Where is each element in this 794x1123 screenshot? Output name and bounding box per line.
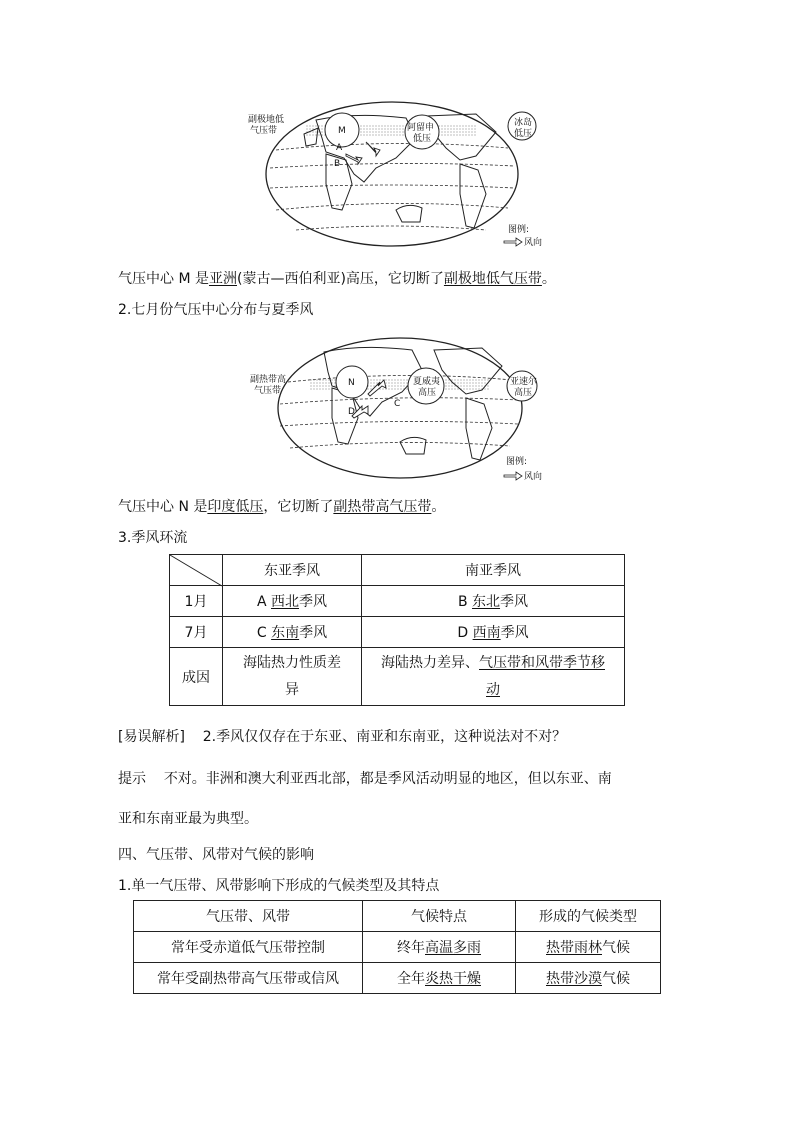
subheading-4-1: 1.单一气压带、风带影响下形成的气候类型及其特点 (118, 878, 440, 894)
world-map-july (250, 334, 542, 484)
text-line-2: 气压中心 N 是印度低压，它切断了副热带高气压带。 (118, 499, 446, 515)
point-c: C (394, 399, 401, 409)
hawaii-label-1: 夏威夷 (413, 377, 441, 387)
header-south-asia: 南亚季风 (362, 555, 625, 586)
world-map-january (246, 98, 543, 250)
section-heading-4: 四、气压带、风带对气候的影响 (118, 847, 314, 863)
row-head-jan: 1月 (170, 586, 223, 617)
cell-type: 热带沙漠气候 (516, 963, 661, 994)
map2-legend-title: 图例: (506, 457, 528, 467)
map2-left-label-2: 气压带 (254, 386, 282, 396)
monsoon-table (169, 554, 625, 706)
cell-belt: 常年受副热带高气压带或信风 (134, 963, 363, 994)
azores-label-2: 高压 (514, 388, 533, 398)
wind-arrows (346, 142, 380, 164)
climate-header-belt: 气压带、风带 (134, 901, 363, 932)
diagonal-header-cell (170, 555, 223, 586)
hawaii-label-2: 高压 (418, 388, 437, 398)
map1-left-label-2: 气压带 (250, 126, 278, 136)
cell-feature: 终年高温多雨 (363, 932, 516, 963)
heading-july: 2.七月份气压中心分布与夏季风 (118, 302, 314, 318)
cell-jul-south: D 西南季风 (362, 617, 625, 648)
climate-header-feature: 气候特点 (363, 901, 516, 932)
iceland-label-2: 低压 (514, 129, 533, 139)
table-row (134, 963, 661, 994)
label-n: N (348, 378, 355, 388)
aleutian-label-1: 阿留申 (407, 123, 435, 133)
row-head-cause: 成因 (170, 648, 223, 706)
cell-cause-east: 海陆热力性质差 异 (223, 648, 362, 706)
wind-legend-arrow-icon (504, 238, 522, 246)
mistake-tag: [易误解析] (118, 729, 185, 745)
diagonal-line (170, 555, 222, 586)
map2-left-label-1: 副热带高 (250, 375, 287, 385)
continents (324, 347, 502, 460)
climate-table (133, 900, 661, 994)
mistake-question: 2.季风仅仅存在于东亚、南亚和东南亚，这种说法对不对？ (202, 729, 567, 745)
aleutian-label-2: 低压 (413, 134, 432, 144)
cell-jan-south: B 东北季风 (362, 586, 625, 617)
table-row (170, 617, 625, 648)
map1-legend-title: 图例: (508, 225, 530, 235)
cell-jul-east: C 东南季风 (223, 617, 362, 648)
map1-left-label-1: 副极地低 (248, 115, 285, 125)
cell-jan-east: A 西北季风 (223, 586, 362, 617)
table-row (170, 648, 625, 706)
mistake-answer-line-2: 亚和东南亚最为典型。 (118, 811, 258, 827)
map-outline (266, 102, 518, 246)
table-row (134, 932, 661, 963)
header-east-asia: 东亚季风 (223, 555, 362, 586)
cell-type: 热带雨林气候 (516, 932, 661, 963)
table-row (170, 586, 625, 617)
hint-label: 提示 (118, 771, 146, 787)
cell-feature: 全年炎热干燥 (363, 963, 516, 994)
azores-label-1: 亚速尔 (510, 377, 538, 387)
point-b: B (334, 159, 341, 169)
mistake-question-line (118, 727, 566, 747)
heading-monsoon: 3.季风环流 (118, 530, 188, 546)
wind-legend-arrow-icon (504, 472, 522, 480)
mistake-answer-line-1: 提示 不对。非洲和澳大利亚西北部，都是季风活动明显的地区，但以东亚、南 (118, 771, 612, 787)
row-head-jul: 7月 (170, 617, 223, 648)
iceland-label-1: 冰岛 (514, 118, 533, 128)
text-line-1: 气压中心 M 是亚洲(蒙古—西伯利亚)高压，它切断了副极地低气压带。 (118, 271, 556, 287)
map1-legend-wind: 风向 (524, 238, 543, 248)
climate-header-type: 形成的气候类型 (516, 901, 661, 932)
map2-legend-wind: 风向 (524, 472, 543, 482)
cell-belt: 常年受赤道低气压带控制 (134, 932, 363, 963)
point-d: D (348, 407, 355, 417)
cell-cause-south: 海陆热力差异、气压带和风带季节移 动 (362, 648, 625, 706)
point-a: A (336, 143, 343, 153)
label-m: M (338, 126, 346, 136)
